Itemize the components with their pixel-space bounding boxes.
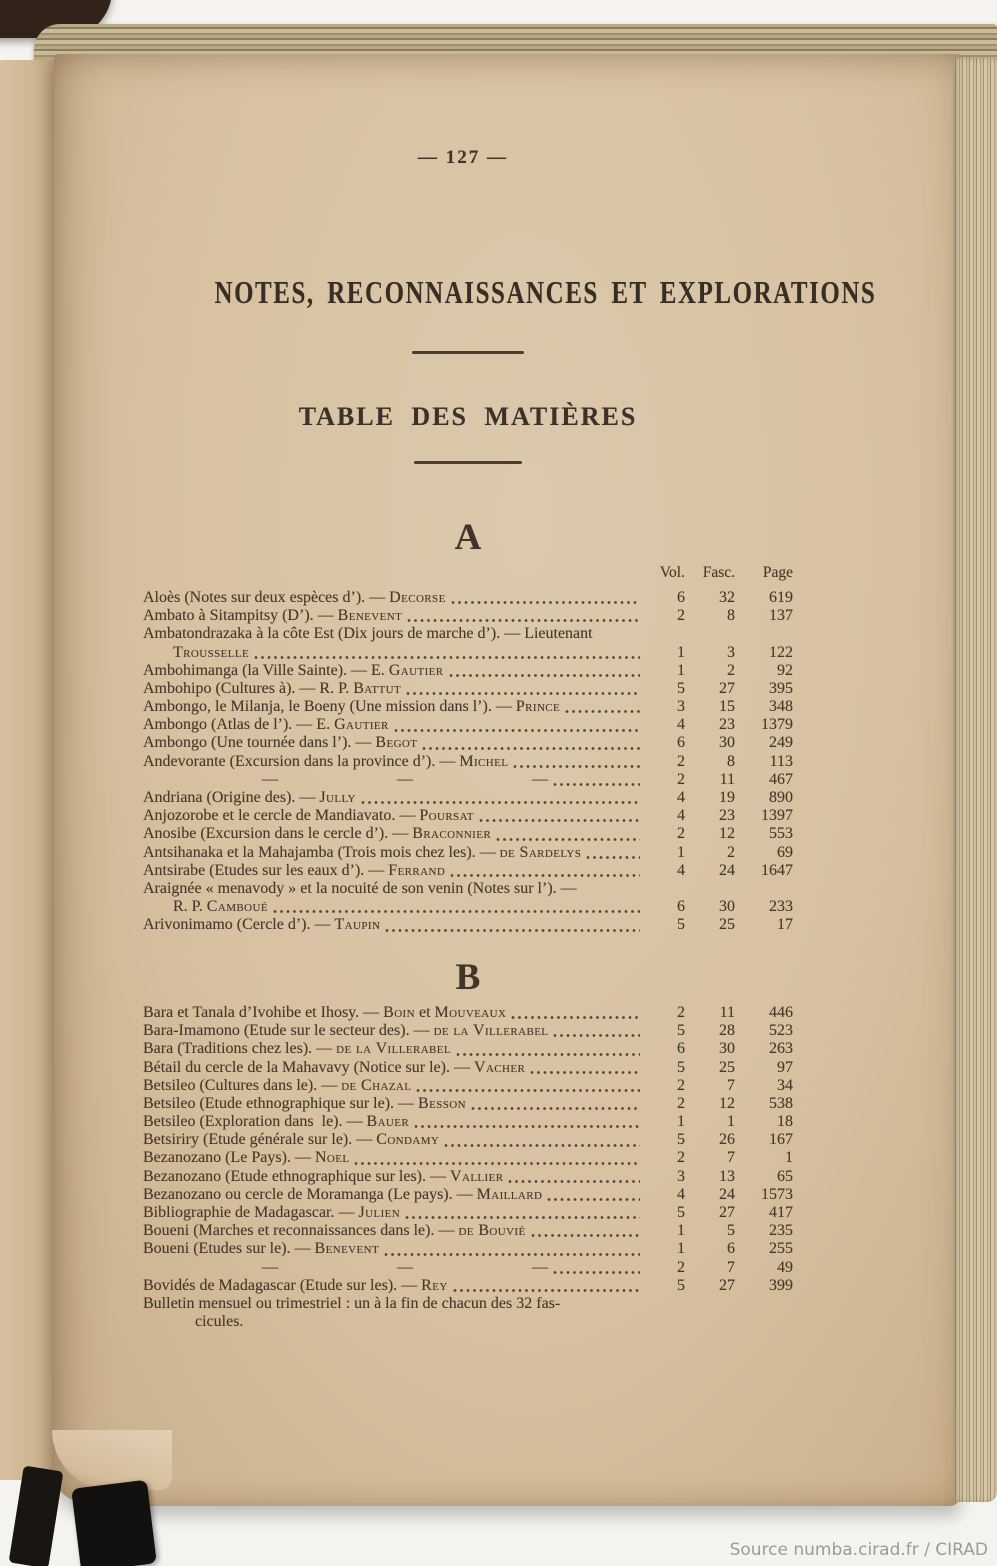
entry-label: cicules.	[195, 1313, 244, 1331]
entry-fasc-number: 24	[719, 861, 735, 879]
entry-label: Betsileo (Etude ethnographique sur le). —	[143, 1094, 419, 1112]
toc-entry-text	[143, 825, 491, 843]
toc-entry	[143, 844, 793, 862]
entry-label: Ambohipo (Cultures à). — R. P.	[143, 679, 354, 697]
toc-entry	[143, 1022, 793, 1040]
ditto-dash: —	[397, 1258, 413, 1276]
dot-leader	[385, 928, 640, 933]
table-of-contents-title: TABLE DES MATIÈRES	[298, 402, 638, 431]
author-name: Begot	[375, 734, 418, 752]
entry-label: et	[414, 1003, 435, 1021]
entry-vol-number: 1	[677, 843, 685, 861]
entry-fasc-number: 15	[719, 698, 735, 716]
toc-entry	[143, 1131, 793, 1149]
entry-page-number: 49	[777, 1258, 793, 1276]
author-name: de la Villerabel	[336, 1040, 452, 1058]
toc-entry	[143, 1077, 793, 1095]
entry-vol-number: 6	[677, 898, 685, 916]
toc-entry	[143, 880, 793, 898]
toc-entry-ditto-marks	[143, 771, 548, 789]
entry-label: Boueni (Etudes sur le). —	[143, 1240, 315, 1258]
entry-fasc-number: 1	[727, 1113, 735, 1131]
dot-leader	[553, 1270, 640, 1275]
author-name: Gautier	[388, 661, 444, 679]
entry-page-number: 167	[769, 1131, 793, 1149]
entry-vol-number: 5	[677, 679, 685, 697]
dot-leader	[513, 764, 640, 769]
toc-entry-text	[143, 589, 446, 607]
entry-label: Ambongo (Atlas de l’). — E.	[143, 716, 335, 734]
toc-entry-text	[143, 1004, 506, 1022]
toc-entry-text	[143, 1095, 466, 1113]
entry-vol-number: 5	[677, 1058, 685, 1076]
entry-page-number: 122	[769, 643, 793, 661]
author-name: Besson	[418, 1094, 466, 1112]
entry-vol-number: 2	[677, 1258, 685, 1276]
entry-label: Bara (Traditions chez les). —	[143, 1040, 337, 1058]
entry-fasc-number: 28	[719, 1022, 735, 1040]
entry-vol-number: 6	[677, 588, 685, 606]
toc-entry	[143, 771, 793, 789]
author-name: Boin	[383, 1003, 415, 1021]
entry-label: Ambatondrazaka à la côte Est (Dix jours de marche d’). — Lieutenant	[143, 625, 593, 643]
entry-fasc-number: 25	[719, 916, 735, 934]
entry-fasc-number: 8	[727, 607, 735, 625]
toc-entry-text	[143, 1313, 793, 1331]
ditto-dash: —	[262, 770, 278, 788]
entry-fasc-number: 7	[727, 1149, 735, 1167]
entry-page-number: 1	[785, 1149, 793, 1167]
toc-entry-text	[143, 716, 389, 734]
entry-label: Arivonimamo (Cercle d’). —	[143, 916, 335, 934]
dot-leader	[384, 1252, 640, 1257]
toc-entry	[143, 1059, 793, 1077]
toc-section-b-entries	[143, 1004, 793, 1331]
toc-entry	[143, 1168, 793, 1186]
entry-page-number: 34	[777, 1076, 793, 1094]
author-name: Braconnier	[412, 825, 492, 843]
toc-entry-text	[143, 1022, 548, 1040]
entry-page-number: 233	[769, 898, 793, 916]
entry-fasc-number: 24	[719, 1185, 735, 1203]
entry-page-number: 446	[769, 1003, 793, 1021]
entry-page-number: 890	[769, 789, 793, 807]
toc-entry-text	[143, 862, 445, 880]
entry-vol-number: 6	[677, 734, 685, 752]
ditto-dash: —	[397, 770, 413, 788]
column-headers	[143, 564, 793, 582]
page-number: — 127 —	[418, 147, 508, 168]
entry-vol-number: 2	[677, 1003, 685, 1021]
toc-entry-text	[143, 1277, 448, 1295]
entry-page-number: 417	[769, 1204, 793, 1222]
entry-fasc-number: 27	[719, 1276, 735, 1294]
author-name: de Sardelys	[499, 843, 582, 861]
entry-fasc-number: 19	[719, 789, 735, 807]
entry-fasc-number: 23	[719, 716, 735, 734]
entry-fasc-number: 2	[727, 661, 735, 679]
toc-entry-text	[143, 1131, 439, 1149]
entry-fasc-number: 11	[719, 770, 735, 788]
entry-vol-number: 4	[677, 807, 685, 825]
entry-fasc-number: 7	[727, 1076, 735, 1094]
author-name: Vacher	[473, 1058, 526, 1076]
entry-page-number: 263	[769, 1040, 793, 1058]
toc-entry	[143, 1040, 793, 1058]
entry-label: Antsirabe (Etudes sur les eaux d’). —	[143, 861, 389, 879]
toc-entry-text	[143, 1059, 525, 1077]
entry-vol-number: 5	[677, 1022, 685, 1040]
toc-entry	[143, 916, 793, 934]
author-name: Taupin	[334, 916, 381, 934]
toc-section-a-entries	[143, 589, 793, 935]
toc-entry-text	[143, 1168, 503, 1186]
dot-leader	[273, 909, 640, 914]
dot-leader	[354, 1161, 640, 1166]
toc-entry-text	[143, 807, 474, 825]
author-name: Decorse	[389, 588, 446, 606]
column-header-spacer	[143, 564, 643, 582]
toc-entry	[143, 716, 793, 734]
page-title: NOTES, RECONNAISSANCES ET EXPLORATIONS	[214, 274, 877, 310]
dot-leader	[553, 1033, 640, 1038]
entry-page-number: 523	[769, 1022, 793, 1040]
entry-vol-number: 2	[677, 770, 685, 788]
toc-entry	[143, 1186, 793, 1204]
entry-label: Bezanozano (Etude ethnographique sur les). —	[143, 1167, 451, 1185]
column-header-page: Page	[762, 564, 793, 581]
entry-vol-number: 4	[677, 789, 685, 807]
toc-entry	[143, 1240, 793, 1258]
toc-entry	[143, 735, 793, 753]
entry-vol-number: 5	[677, 1131, 685, 1149]
toc-entry-text	[143, 898, 268, 916]
entry-page-number: 69	[777, 843, 793, 861]
entry-page-number: 1647	[761, 861, 793, 879]
entry-page-number: 619	[769, 588, 793, 606]
entry-fasc-number: 3	[727, 643, 735, 661]
section-letter-b: B	[455, 957, 481, 998]
entry-page-number: 467	[769, 770, 793, 788]
toc-entry-text	[143, 680, 401, 698]
entry-label: Anjozorobe et le cercle de Mandiavato. —	[143, 807, 420, 825]
entry-vol-number: 6	[677, 1040, 685, 1058]
entry-page-number: 92	[777, 661, 793, 679]
dot-leader	[450, 873, 640, 878]
entry-page-number: 1379	[761, 716, 793, 734]
entry-page-number: 553	[769, 825, 793, 843]
entry-page-number: 97	[777, 1058, 793, 1076]
entry-fasc-number: 27	[719, 679, 735, 697]
author-name: Prince	[515, 698, 561, 716]
author-name: Maillard	[476, 1185, 543, 1203]
author-name: de la Villerabel	[433, 1022, 549, 1040]
toc-entry-text	[143, 1222, 526, 1240]
divider-rule	[412, 351, 524, 354]
entry-page-number: 255	[769, 1240, 793, 1258]
entry-fasc-number: 8	[727, 752, 735, 770]
toc-entry-text	[143, 880, 793, 898]
dot-leader	[361, 800, 640, 805]
entry-vol-number: 5	[677, 916, 685, 934]
entry-label: Ambongo, le Milanja, le Boeny (Une mission dans l’). —	[143, 698, 516, 716]
dot-leader	[530, 1070, 640, 1075]
toc-entry	[143, 698, 793, 716]
entry-label: Bovidés de Madagascar (Etude sur les). —	[143, 1276, 422, 1294]
dot-leader	[471, 1106, 640, 1111]
entry-fasc-number: 32	[719, 588, 735, 606]
toc-entry	[143, 1259, 793, 1277]
entry-page-number: 235	[769, 1222, 793, 1240]
entry-label: Ambato à Sitampitsy (D’). —	[143, 607, 338, 625]
entry-label: Bezanozano ou cercle de Moramanga (Le pays). —	[143, 1185, 477, 1203]
entry-vol-number: 1	[677, 661, 685, 679]
entry-page-number: 137	[769, 607, 793, 625]
entry-vol-number: 1	[677, 1240, 685, 1258]
dot-leader	[453, 1288, 640, 1293]
entry-label: Araignée « menavody » et la nocuité de son venin (Notes sur l’). —	[143, 879, 577, 897]
toc-entry-text	[143, 1040, 451, 1058]
entry-fasc-number: 23	[719, 807, 735, 825]
entry-fasc-number: 5	[727, 1222, 735, 1240]
entry-fasc-number: 7	[727, 1258, 735, 1276]
author-name: de Chazal	[341, 1076, 412, 1094]
toc-entry-text	[143, 789, 356, 807]
entry-vol-number: 2	[677, 825, 685, 843]
entry-vol-number: 2	[677, 1149, 685, 1167]
entry-fasc-number: 30	[719, 898, 735, 916]
author-name: Michel	[459, 752, 509, 770]
author-name: Ferrand	[388, 861, 446, 879]
entry-page-number: 249	[769, 734, 793, 752]
toc-entry	[143, 1150, 793, 1168]
entry-vol-number: 4	[677, 716, 685, 734]
entry-label: Bara et Tanala d’Ivohibe et Ihosy. —	[143, 1003, 384, 1021]
toc-entry	[143, 825, 793, 843]
entry-label: Anosibe (Excursion dans le cercle d’). —	[143, 825, 413, 843]
dot-leader	[405, 1215, 640, 1220]
toc-entry	[143, 1113, 793, 1131]
toc-entry	[143, 589, 793, 607]
toc-entry	[143, 1095, 793, 1113]
column-header-fasc: Fasc.	[702, 564, 735, 581]
toc-entry-text	[143, 734, 417, 752]
toc-entry	[143, 1004, 793, 1022]
entry-page-number: 17	[777, 916, 793, 934]
toc-entry-text	[143, 1113, 409, 1131]
entry-vol-number: 1	[677, 1222, 685, 1240]
entry-fasc-number: 25	[719, 1058, 735, 1076]
entry-page-number: 538	[769, 1094, 793, 1112]
entry-vol-number: 2	[677, 752, 685, 770]
entry-label: Ambongo (Une tournée dans l’). —	[143, 734, 376, 752]
entry-fasc-number: 27	[719, 1204, 735, 1222]
toc-entry-text	[143, 1077, 411, 1095]
column-header-vol: Vol.	[659, 564, 685, 581]
toc-entry-text	[143, 1204, 400, 1222]
entry-vol-number: 5	[677, 1204, 685, 1222]
entry-page-number: 399	[769, 1276, 793, 1294]
ditto-dash: —	[532, 1258, 548, 1276]
dot-leader	[586, 855, 640, 860]
dot-leader	[547, 1197, 640, 1202]
dot-leader	[406, 691, 640, 696]
dot-leader	[479, 818, 640, 823]
dot-leader	[444, 1143, 640, 1148]
source-credit: Source numba.cirad.fr / CIRAD	[729, 1540, 988, 1560]
toc-entry	[143, 789, 793, 807]
entry-vol-number: 4	[677, 861, 685, 879]
dot-leader	[407, 618, 640, 623]
entry-fasc-number: 2	[727, 843, 735, 861]
toc-entry	[143, 680, 793, 698]
toc-entry	[143, 898, 793, 916]
entry-page-number: 65	[777, 1167, 793, 1185]
author-name: Noel	[314, 1149, 350, 1167]
entry-fasc-number: 11	[719, 1003, 735, 1021]
entry-vol-number: 1	[677, 1113, 685, 1131]
dot-leader	[414, 1124, 640, 1129]
entry-label: Bara-Imamono (Etude sur le secteur des). —	[143, 1022, 434, 1040]
toc-entry	[143, 862, 793, 880]
entry-fasc-number: 30	[719, 1040, 735, 1058]
toc-entry-text	[143, 753, 508, 771]
author-name: Mouveaux	[434, 1003, 507, 1021]
dot-leader	[531, 1233, 640, 1238]
toc-entry	[143, 1204, 793, 1222]
entry-label: Bezanozano (Le Pays). —	[143, 1149, 315, 1167]
entry-vol-number: 1	[677, 643, 685, 661]
dot-leader	[449, 673, 641, 678]
divider-rule	[414, 461, 522, 464]
entry-label: Betsileo (Exploration dans le). —	[143, 1113, 367, 1131]
toc-entry-text	[143, 1149, 349, 1167]
author-name: Bauer	[366, 1113, 410, 1131]
author-name: Condamy	[376, 1131, 440, 1149]
author-name: Gautier	[334, 716, 389, 734]
toc-entry-text	[143, 662, 444, 680]
dot-leader	[553, 782, 640, 787]
entry-vol-number: 3	[677, 698, 685, 716]
entry-label: Aloès (Notes sur deux espèces d’). —	[143, 588, 390, 606]
author-name: de Bouvié	[458, 1222, 526, 1240]
entry-label: Antsihanaka et la Mahajamba (Trois mois chez les). —	[143, 843, 500, 861]
toc-entry-ditto-marks	[143, 1259, 548, 1277]
entry-vol-number: 2	[677, 607, 685, 625]
entry-label: Ambohimanga (la Ville Sainte). — E.	[143, 661, 389, 679]
author-name: Benevent	[337, 607, 403, 625]
toc-entry	[143, 607, 793, 625]
dot-leader	[565, 709, 640, 714]
entry-label: Andevorante (Excursion dans la province d’). —	[143, 752, 460, 770]
entry-page-number: 1397	[761, 807, 793, 825]
toc-entry	[143, 644, 793, 662]
author-name: Jully	[319, 789, 356, 807]
author-name: Trousselle	[173, 643, 250, 661]
author-name: Vallier	[450, 1167, 504, 1185]
toc-entry-text	[143, 607, 402, 625]
toc-entry-text	[143, 916, 380, 934]
toc-entry-text	[143, 698, 560, 716]
entry-label: Boueni (Marches et reconnaissances dans le). —	[143, 1222, 459, 1240]
page-content	[143, 0, 877, 1500]
ditto-dash: —	[262, 1258, 278, 1276]
bookmark-tassel	[9, 1465, 64, 1566]
author-name: Battut	[353, 679, 402, 697]
book-fore-edge	[953, 58, 997, 1502]
dot-leader	[496, 837, 640, 842]
entry-page-number: 1573	[761, 1185, 793, 1203]
entry-label: Bétail du cercle de la Mahavavy (Notice sur le). —	[143, 1058, 474, 1076]
dot-leader	[511, 1015, 640, 1020]
dot-leader	[422, 746, 640, 751]
entry-vol-number: 2	[677, 1094, 685, 1112]
toc-entry	[143, 1222, 793, 1240]
entry-page-number: 395	[769, 679, 793, 697]
entry-fasc-number: 12	[719, 1094, 735, 1112]
section-letter-a: A	[454, 517, 482, 558]
entry-label: Bulletin mensuel ou trimestriel : un à la fin de chacun des 32 fas-	[143, 1294, 561, 1312]
toc-entry	[143, 807, 793, 825]
entry-fasc-number: 30	[719, 734, 735, 752]
dot-leader	[394, 728, 640, 733]
ditto-dash: —	[532, 770, 548, 788]
entry-page-number: 113	[769, 752, 793, 770]
entry-page-number: 348	[769, 698, 793, 716]
dot-leader	[508, 1179, 640, 1184]
toc-entry	[143, 753, 793, 771]
entry-vol-number: 2	[677, 1076, 685, 1094]
dot-leader	[451, 600, 640, 605]
dot-leader	[456, 1052, 640, 1057]
dot-leader	[254, 655, 640, 660]
toc-entry	[143, 1295, 793, 1313]
toc-entry-text	[143, 844, 581, 862]
toc-entry	[143, 1277, 793, 1295]
toc-entry	[143, 1313, 793, 1331]
entry-vol-number: 5	[677, 1276, 685, 1294]
toc-entry-text	[143, 1295, 793, 1313]
entry-fasc-number: 13	[719, 1167, 735, 1185]
toc-entry	[143, 625, 793, 643]
author-name: Camboué	[206, 898, 268, 916]
toc-entry-text	[143, 1240, 379, 1258]
author-name: Julien	[358, 1204, 401, 1222]
entry-vol-number: 4	[677, 1185, 685, 1203]
toc-entry-text	[143, 625, 793, 643]
toc-entry	[143, 662, 793, 680]
entry-label: Bibliographie de Madagascar. —	[143, 1204, 359, 1222]
dot-leader	[416, 1088, 640, 1093]
author-name: Rey	[421, 1276, 448, 1294]
author-name: Benevent	[314, 1240, 380, 1258]
entry-vol-number: 3	[677, 1167, 685, 1185]
author-name: Poursat	[419, 807, 474, 825]
entry-page-number: 18	[777, 1113, 793, 1131]
entry-label: R. P.	[173, 898, 207, 916]
entry-label: Andriana (Origine des). —	[143, 789, 320, 807]
entry-fasc-number: 12	[719, 825, 735, 843]
entry-fasc-number: 6	[727, 1240, 735, 1258]
entry-label: Betsileo (Cultures dans le). —	[143, 1076, 342, 1094]
entry-fasc-number: 26	[719, 1131, 735, 1149]
toc-entry-text	[143, 1186, 542, 1204]
toc-entry-text	[143, 644, 249, 662]
entry-label: Betsiriry (Etude générale sur le). —	[143, 1131, 377, 1149]
